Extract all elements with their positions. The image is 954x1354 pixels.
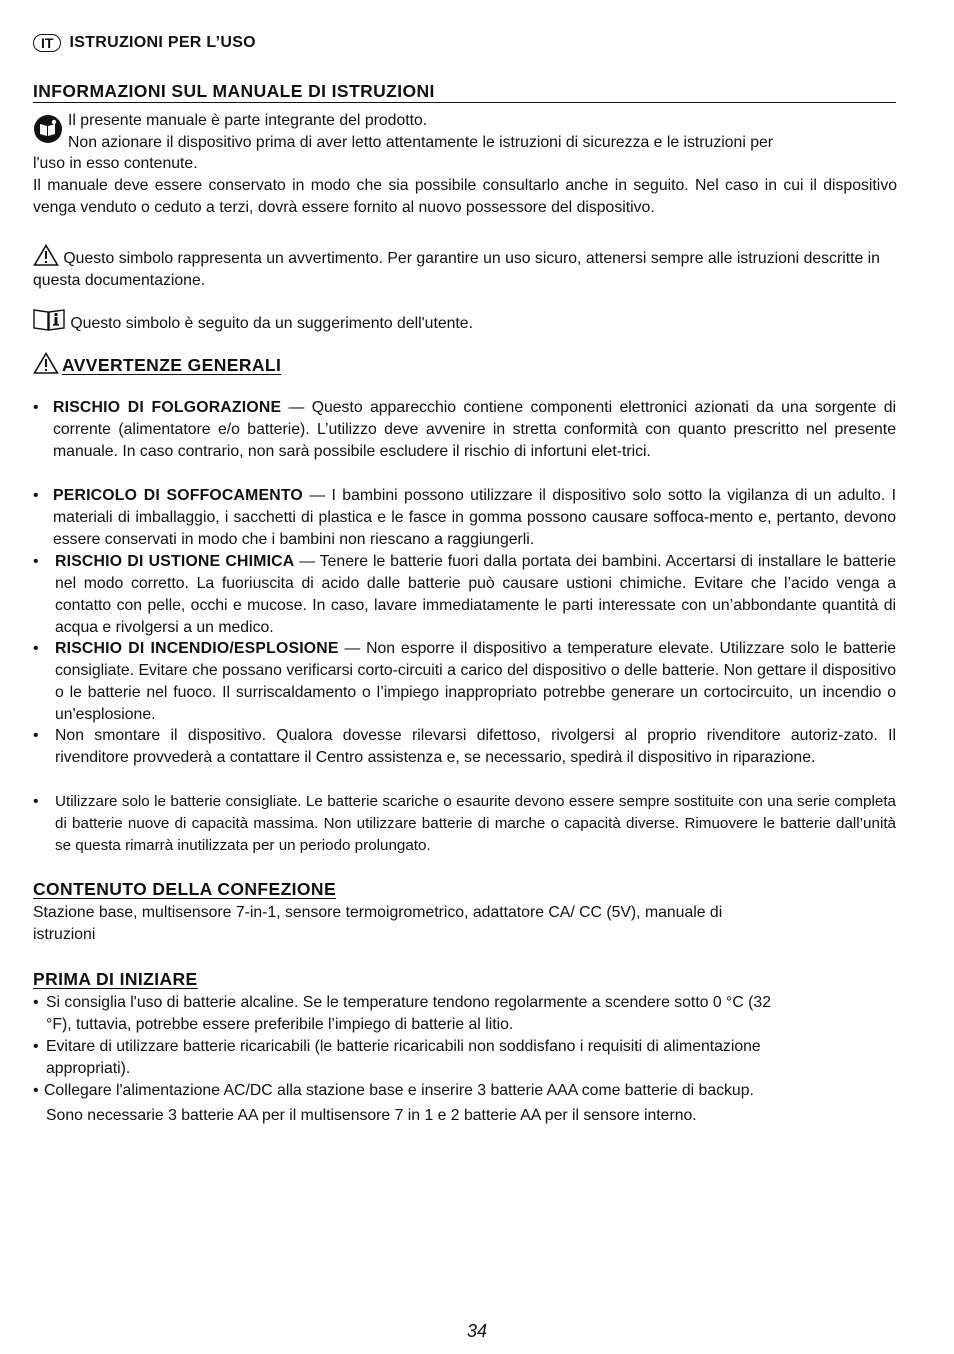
bullet-marker: • bbox=[33, 1038, 39, 1055]
before-start-item-rechargeable: Evitare di utilizzare batterie ricaricabili (le batterie ricaricabili non soddisfano i requisiti di alimentazione appropriati). bbox=[46, 1038, 761, 1077]
warning-triangle-icon bbox=[33, 352, 59, 374]
page-number: 34 bbox=[466, 1321, 488, 1341]
warning-item-fire-explosion: RISCHIO DI INCENDIO/ESPLOSIONE — Non esporre il dispositivo a temperature elevate. Utilizzare solo le batterie consigliate. Evitare che possano verificarsi corto-circuiti a carico del dispositivo o delle batterie. Non gettare il dispositivo o le batterie nel fuoco. Il surriscaldamento o l’impiego inappropriato potrebbe generare un cortocircuito, un incendio o un'esplosione. bbox=[55, 640, 896, 723]
contents-text bbox=[33, 902, 899, 946]
language-badge: IT bbox=[33, 34, 61, 52]
info-symbol-note bbox=[33, 307, 899, 335]
manual-info-line2: Non azionare il dispositivo prima di aver letto attentamente le istruzioni di sicurezza e le istruzioni per bbox=[68, 134, 774, 151]
warning-item-batteries: Utilizzare solo le batterie consigliate. Le batterie scariche o esaurite devono essere sempre sostituite con una serie completa di batterie nuove di capacità massima. Non utilizzare batterie di marche o capacità diverse. Rimuovere le batterie dall’unità se questa rimarrà inutilizzata per un periodo prolungato. bbox=[55, 793, 896, 854]
warning-item-chemical-burn: RISCHIO DI USTIONE CHIMICA — Tenere le batterie fuori dalla portata dei bambini. Accertarsi di installare le batterie nel modo corretto. La fuoriuscita di acido dalle batterie può causare ustioni chimiche. Evitare che l’acido venga a contatto con pelle, occhi e mucose. In caso, lavare immediatamente le parti interessate con un’abbondante quantità di acqua e rivolgersi a un medico. bbox=[55, 553, 896, 636]
bullet-marker: • bbox=[33, 640, 39, 657]
general-warnings-title: AVVERTENZE GENERALI bbox=[62, 355, 282, 375]
warning-item-electrocution: RISCHIO DI FOLGORAZIONE — Questo apparecchio contiene componenti elettronici azionati da una sorgente di corrente (alimentatore e/o batterie). L’utilizzo deve avvenire in stretta conformità con quanto prescritto nel presente manuale. In caso contrario, non sarà possibile escludere il rischio di infortuni elet-trici. bbox=[53, 399, 897, 460]
read-manual-icon bbox=[33, 114, 63, 144]
section-title-manual-info: INFORMAZIONI SUL MANUALE DI ISTRUZIONI bbox=[33, 81, 435, 101]
section-title-contents: CONTENUTO DELLA CONFEZIONE bbox=[33, 879, 337, 899]
bullet-marker: • bbox=[33, 994, 39, 1011]
contents-line2: istruzioni bbox=[33, 926, 96, 943]
info-symbol-text: Questo simbolo è seguito da un suggerimento dell'utente. bbox=[70, 315, 473, 332]
header-title: ISTRUZIONI PER L’USO bbox=[69, 34, 256, 51]
manual-info-intro bbox=[33, 110, 899, 219]
before-start-item-power: Collegare l'alimentazione AC/DC alla stazione base e inserire 3 batterie AAA come batterie di backup. Sono necessarie 3 batterie AA per il multisensore 7 in 1 e 2 batterie AA per il sensore interno. bbox=[44, 1082, 754, 1124]
manual-info-line1: Il presente manuale è parte integrante del prodotto. bbox=[68, 112, 428, 129]
bullet-marker: • bbox=[33, 1082, 39, 1099]
warning-symbol-text: Questo simbolo rappresenta un avvertimento. Per garantire un uso sicuro, attenersi sempre alle istruzioni descritte in questa documentazione. bbox=[33, 250, 880, 289]
page-header bbox=[33, 32, 256, 54]
bullet-marker: • bbox=[33, 399, 39, 416]
warning-triangle-icon bbox=[33, 244, 59, 266]
user-tip-book-icon bbox=[33, 307, 66, 331]
manual-info-line3: l'uso in esso contenute. bbox=[33, 155, 198, 172]
bullet-marker: • bbox=[33, 553, 39, 570]
contents-line1: Stazione base, multisensore 7-in-1, sensore termoigrometrico, adattatore CA/ CC (5V), manuale di bbox=[33, 904, 723, 921]
bullet-marker: • bbox=[33, 727, 39, 744]
section-title-before-start: PRIMA DI INIZIARE bbox=[33, 969, 198, 989]
warning-symbol-note bbox=[33, 244, 899, 292]
warning-item-disassembly: Non smontare il dispositivo. Qualora dovesse rilevarsi difettoso, rivolgersi al proprio rivenditore autoriz-zato. Il rivenditore provvederà a contattare il Centro assistenza e, se necessario, spedirà il dispositivo in riparazione. bbox=[55, 727, 896, 766]
manual-info-para2: Il manuale deve essere conservato in modo che sia possibile consultarlo anche in seguito. Nel caso in cui il dispositivo venga venduto o ceduto a terzi, dovrà essere fornito al nuovo possessore del dispositivo. bbox=[33, 177, 897, 216]
warning-item-suffocation: PERICOLO DI SOFFOCAMENTO — I bambini possono utilizzare il dispositivo solo sotto la vigilanza di un adulto. I materiali di imballaggio, i sacchetti di plastica e le fasce in gomma possono causare soffoca-mento e, pertanto, devono essere conservati in modo che i bambini non riescano a raggiungerli. bbox=[53, 487, 897, 548]
section-title-general-warnings bbox=[33, 352, 281, 376]
before-start-item-alkaline: Si consiglia l'uso di batterie alcaline. Se le temperature tendono regolarmente a scendere sotto 0 °C (32 °F), tuttavia, potrebbe essere preferibile l’impiego di batterie al litio. bbox=[46, 994, 771, 1033]
bullet-marker: • bbox=[33, 487, 39, 504]
bullet-marker: • bbox=[33, 793, 39, 810]
section-divider bbox=[33, 102, 896, 103]
